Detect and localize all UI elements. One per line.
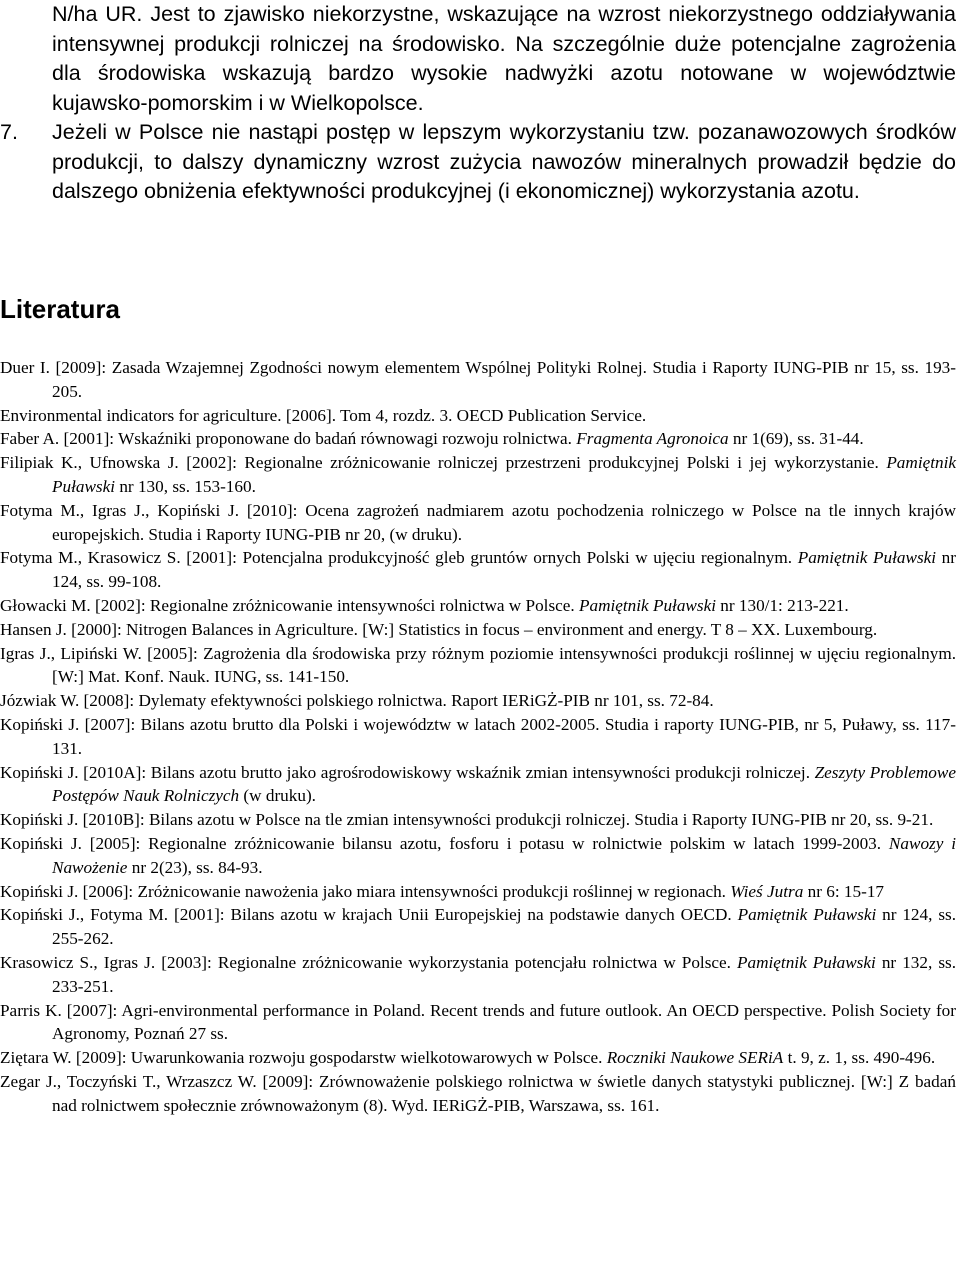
reference-journal: Pamiętnik Puławski: [52, 453, 956, 496]
reference-text: Fotyma M., Igras J., Kopiński J. [2010]: Ocena zagrożeń nadmiarem azotu pochodzenia rolniczego w Polsce na tle innych krajów europejskich. Studia i Raporty IUNG-PIB nr 20, (w druku).: [0, 500, 956, 544]
reference-text: Kopiński J. [2005]: Regionalne zróżnicowanie bilansu azotu, fosforu i potasu w rolnictwie polskim w latach 1999-2003.: [0, 833, 889, 853]
reference-details: nr 1(69), ss. 31-44.: [728, 429, 864, 449]
reference-entry: [0, 808, 956, 832]
reference-details: t. 9, z. 1, ss. 490-496.: [783, 1048, 936, 1068]
reference-entry: [0, 880, 956, 904]
reference-details: nr 2(23), ss. 84-93.: [127, 857, 263, 877]
reference-entry: [0, 1046, 956, 1070]
reference-entry: [0, 594, 956, 618]
reference-text: Fotyma M., Krasowicz S. [2001]: Potencjalna produkcyjność gleb gruntów ornych Polski w ujęciu regionalnym.: [0, 548, 798, 568]
reference-journal: Pamiętnik Puławski: [737, 952, 876, 972]
reference-text: Igras J., Lipiński W. [2005]: Zagrożenia dla środowiska przy różnym poziomie intensywności produkcji roślinnej w ujęciu regionalnym. [W:] Mat. Konf. Nauk. IUNG, ss. 141-150.: [0, 643, 956, 687]
reference-entry: [0, 356, 956, 404]
reference-entry: [0, 618, 956, 642]
reference-journal: Wieś Jutra: [730, 881, 804, 901]
reference-journal: Nawozy i Nawożenie: [52, 833, 956, 877]
reference-entry: [0, 642, 956, 690]
reference-journal: Fragmenta Agronoica: [576, 429, 729, 449]
reference-details: nr 6: 15-17: [803, 881, 885, 901]
reference-entry: [0, 427, 956, 451]
reference-journal: Roczniki Naukowe SERiA: [606, 1048, 784, 1068]
reference-details: nr 124, ss. 99-108.: [52, 548, 956, 592]
reference-journal: Zeszyty Problemowe Postępów Nauk Rolniczych: [52, 762, 956, 806]
section-heading: Literatura: [0, 294, 120, 324]
reference-journal: Pamiętnik Puławski: [737, 905, 877, 925]
reference-text: Environmental indicators for agriculture. [2006]. Tom 4, rozdz. 3. OECD Publication Service.: [0, 405, 647, 425]
reference-entry: [0, 903, 956, 951]
list-item-number: 7.: [0, 120, 18, 144]
reference-text: Parris K. [2007]: Agri-environmental performance in Poland. Recent trends and future outlook. An OECD perspective. Polish Society for Agronomy, Poznań 27 ss.: [0, 1000, 956, 1044]
reference-text: Kopiński J. [2006]: Zróżnicowanie nawożenia jako miara intensywności produkcji roślinnej w regionach.: [0, 881, 731, 901]
reference-journal: Pamiętnik Puławski: [578, 595, 716, 615]
reference-entry: [0, 499, 956, 547]
reference-text: Józwiak W. [2008]: Dylematy efektywności polskiego rolnictwa. Raport IERiGŻ-PIB nr 101, ss. 72-84.: [0, 691, 714, 711]
reference-text: Głowacki M. [2002]: Regionalne zróżnicowanie intensywności rolnictwa w Polsce.: [0, 595, 579, 615]
reference-entry: [0, 999, 956, 1047]
reference-entry: [0, 404, 956, 428]
reference-text: Filipiak K., Ufnowska J. [2002]: Regionalne zróżnicowanie rolniczej przestrzeni produkcyjnej Polski i jej wykorzystanie.: [0, 453, 887, 473]
reference-list: [0, 356, 956, 1118]
reference-text: Kopiński J. [2010A]: Bilans azotu brutto jako agrośrodowiskowy wskaźnik zmian intensywności produkcji rolniczej.: [0, 762, 815, 782]
reference-entry: [0, 1070, 956, 1118]
list-item-continuation: N/ha UR. Jest to zjawisko niekorzystne, wskazujące na wzrost niekorzystnego oddziaływania intensywnej produkcji rolniczej na środowisko. Na szczególnie duże potencjalne zagrożenia dla środowiska wskazują bardzo wysokie nadwyżki azotu notowane w województwie kujawsko-pomorskim i w Wielkopolsce.: [52, 2, 956, 115]
reference-entry: [0, 451, 956, 499]
reference-entry: [0, 546, 956, 594]
reference-journal: Pamiętnik Puławski: [797, 548, 937, 568]
reference-text: Zegar J., Toczyński T., Wrzaszcz W. [2009]: Zrównoważenie polskiego rolnictwa w świetle danych statystyki publicznej. [W:] Z badań nad rolnictwem społecznie zrównoważonym (8). Wyd. IERiGŻ-PIB, Warszawa, ss. 161.: [0, 1071, 956, 1115]
reference-text: Hansen J. [2000]: Nitrogen Balances in Agriculture. [W:] Statistics in focus – environment and energy. T 8 – XX. Luxembourg.: [0, 619, 878, 639]
reference-text: Faber A. [2001]: Wskaźniki proponowane do badań równowagi rozwoju rolnictwa.: [0, 429, 577, 449]
reference-details: nr 132, ss. 233-251.: [52, 952, 957, 996]
reference-entry: [0, 951, 956, 999]
reference-entry: [0, 689, 956, 713]
reference-text: Kopiński J. [2010B]: Bilans azotu w Polsce na tle zmian intensywności produkcji rolniczej. Studia i Raporty IUNG-PIB nr 20, ss. 9-21.: [0, 810, 934, 830]
reference-details: nr 130/1: 213-221.: [715, 595, 849, 615]
numbered-list-section: [0, 0, 956, 207]
reference-details: nr 124, ss. 255-262.: [52, 905, 956, 949]
reference-text: Kopiński J., Fotyma M. [2001]: Bilans azotu w krajach Unii Europejskiej na podstawie danych OECD.: [0, 905, 738, 925]
reference-details: (w druku).: [239, 786, 316, 806]
reference-entry: [0, 713, 956, 761]
reference-text: Duer I. [2009]: Zasada Wzajemnej Zgodności nowym elementem Wspólnej Polityki Rolnej. Studia i Raporty IUNG-PIB nr 15, ss. 193-205.: [0, 358, 956, 401]
reference-text: Krasowicz S., Igras J. [2003]: Regionalne zróżnicowanie wykorzystania potencjału rolnictwa w Polsce.: [0, 952, 738, 972]
reference-text: Kopiński J. [2007]: Bilans azotu brutto dla Polski i województw w latach 2002-2005. Studia i raporty IUNG-PIB, nr 5, Puławy, ss. 117-131.: [0, 714, 956, 758]
list-item-text: Jeżeli w Polsce nie nastąpi postęp w lepszym wykorzystaniu tzw. pozanawozowych środków produkcji, to dalszy dynamiczny wzrost zużycia nawozów mineralnych prowadził będzie do dalszego obniżenia efektywności produkcyjnej (i ekonomicznej) wykorzystania azotu.: [52, 120, 956, 203]
reference-details: nr 130, ss. 153-160.: [115, 476, 256, 496]
reference-entry: [0, 832, 956, 880]
list-item-7: [0, 118, 956, 207]
reference-entry: [0, 761, 956, 809]
reference-text: Ziętara W. [2009]: Uwarunkowania rozwoju gospodarstw wielkotowarowych w Polsce.: [0, 1048, 607, 1068]
